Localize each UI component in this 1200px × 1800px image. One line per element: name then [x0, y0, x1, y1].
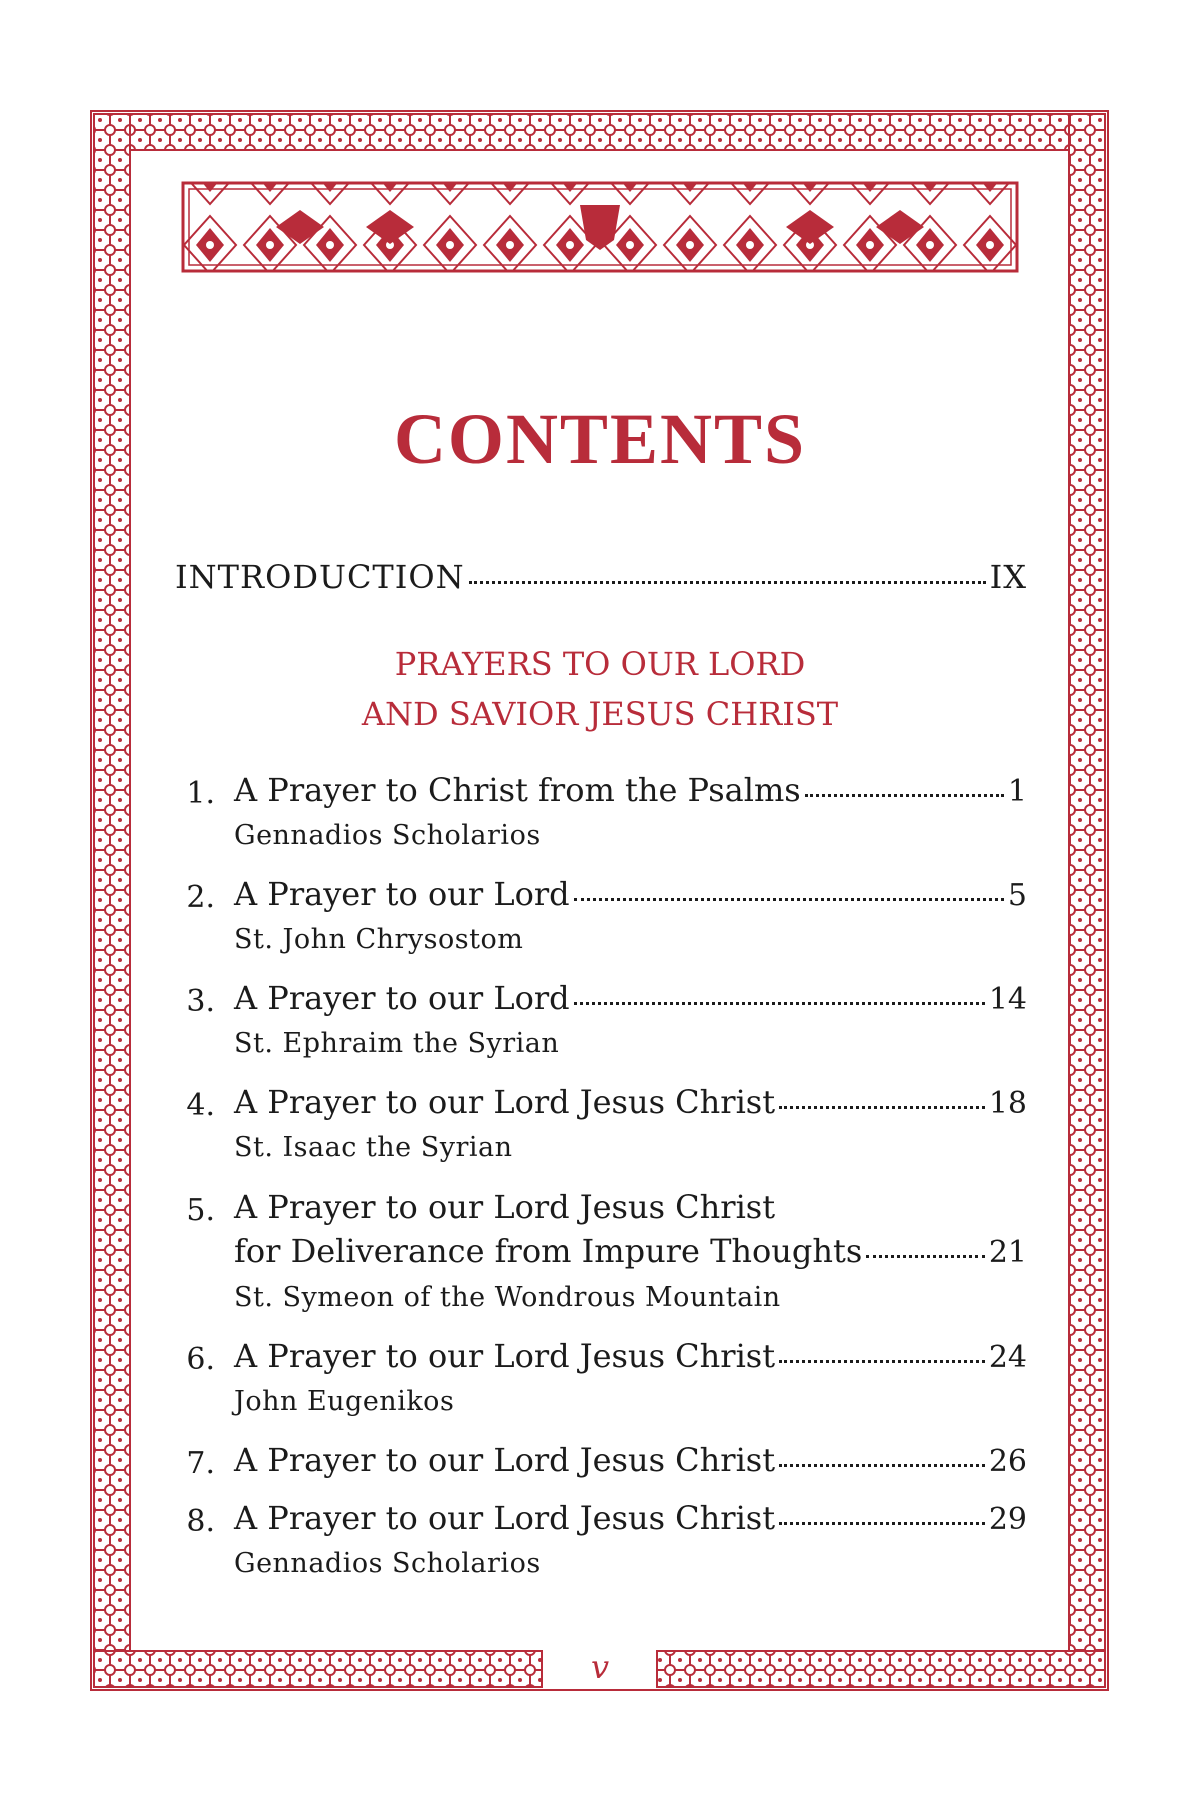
entry-page: 18: [988, 1086, 1027, 1121]
section-heading-line2: AND SAVIOR JESUS CHRIST: [361, 695, 839, 733]
dot-leader: [779, 1360, 985, 1363]
entry-page: 29: [988, 1502, 1027, 1537]
entry-page: 24: [988, 1340, 1027, 1375]
entry-page: 5: [1007, 878, 1027, 913]
toc-entry[interactable]: [234, 1337, 1027, 1375]
introduction-page: IX: [989, 558, 1027, 596]
toc-introduction[interactable]: [175, 558, 1027, 596]
entry-author: St. Ephraim the Syrian: [234, 1028, 560, 1059]
dot-leader: [574, 898, 1004, 901]
entry-title: A Prayer to our Lord Jesus Christ: [234, 1083, 776, 1121]
toc-entry[interactable]: [234, 771, 1027, 809]
entry-author: Gennadios Scholarios: [234, 820, 541, 851]
entry-title: A Prayer to our Lord: [234, 979, 570, 1017]
toc-entry[interactable]: [234, 875, 1027, 913]
entry-page: 14: [988, 982, 1027, 1017]
dot-leader: [779, 1106, 985, 1109]
entry-title: A Prayer to Christ from the Psalms: [234, 771, 801, 809]
entry-title: for Deliverance from Impure Thoughts: [234, 1232, 863, 1270]
dot-leader: [779, 1464, 985, 1467]
entry-number: 3.: [186, 984, 215, 1019]
entry-number: 2.: [186, 880, 215, 915]
dot-leader: [574, 1002, 985, 1005]
toc-entry[interactable]: [234, 1441, 1027, 1479]
page-folio: v: [590, 1648, 610, 1686]
dot-leader: [469, 581, 986, 584]
entry-page: 26: [988, 1444, 1027, 1479]
entry-number: 1.: [186, 776, 215, 811]
entry-page: 21: [988, 1235, 1027, 1270]
entry-title: A Prayer to our Lord Jesus Christ: [234, 1441, 776, 1479]
entry-title: A Prayer to our Lord Jesus Christ: [234, 1499, 776, 1537]
dot-leader: [805, 794, 1004, 797]
section-heading-line1: PRAYERS TO OUR LORD: [394, 645, 806, 683]
toc-entry[interactable]: [234, 1232, 1027, 1270]
entry-author: St. Isaac the Syrian: [234, 1132, 513, 1163]
dot-leader: [779, 1522, 985, 1525]
toc-entry[interactable]: [234, 979, 1027, 1017]
entry-number: 8.: [186, 1504, 215, 1539]
entry-number: 4.: [186, 1088, 215, 1123]
entry-number: 5.: [186, 1193, 215, 1228]
entry-page: 1: [1007, 774, 1027, 809]
entry-author: Gennadios Scholarios: [234, 1548, 541, 1579]
entry-title-line1[interactable]: A Prayer to our Lord Jesus Christ: [234, 1188, 776, 1226]
entry-number: 6.: [186, 1342, 215, 1377]
entry-author: John Eugenikos: [234, 1386, 455, 1417]
entry-title: A Prayer to our Lord Jesus Christ: [234, 1337, 776, 1375]
entry-number: 7.: [186, 1446, 215, 1481]
entry-author: St. John Chrysostom: [234, 924, 524, 955]
dot-leader: [866, 1255, 985, 1258]
toc-entry[interactable]: [234, 1499, 1027, 1537]
entry-author: St. Symeon of the Wondrous Mountain: [234, 1282, 781, 1313]
toc-entry[interactable]: [234, 1083, 1027, 1121]
page-title: CONTENTS: [393, 399, 807, 479]
introduction-label: INTRODUCTION: [175, 558, 465, 596]
entry-title: A Prayer to our Lord: [234, 875, 570, 913]
